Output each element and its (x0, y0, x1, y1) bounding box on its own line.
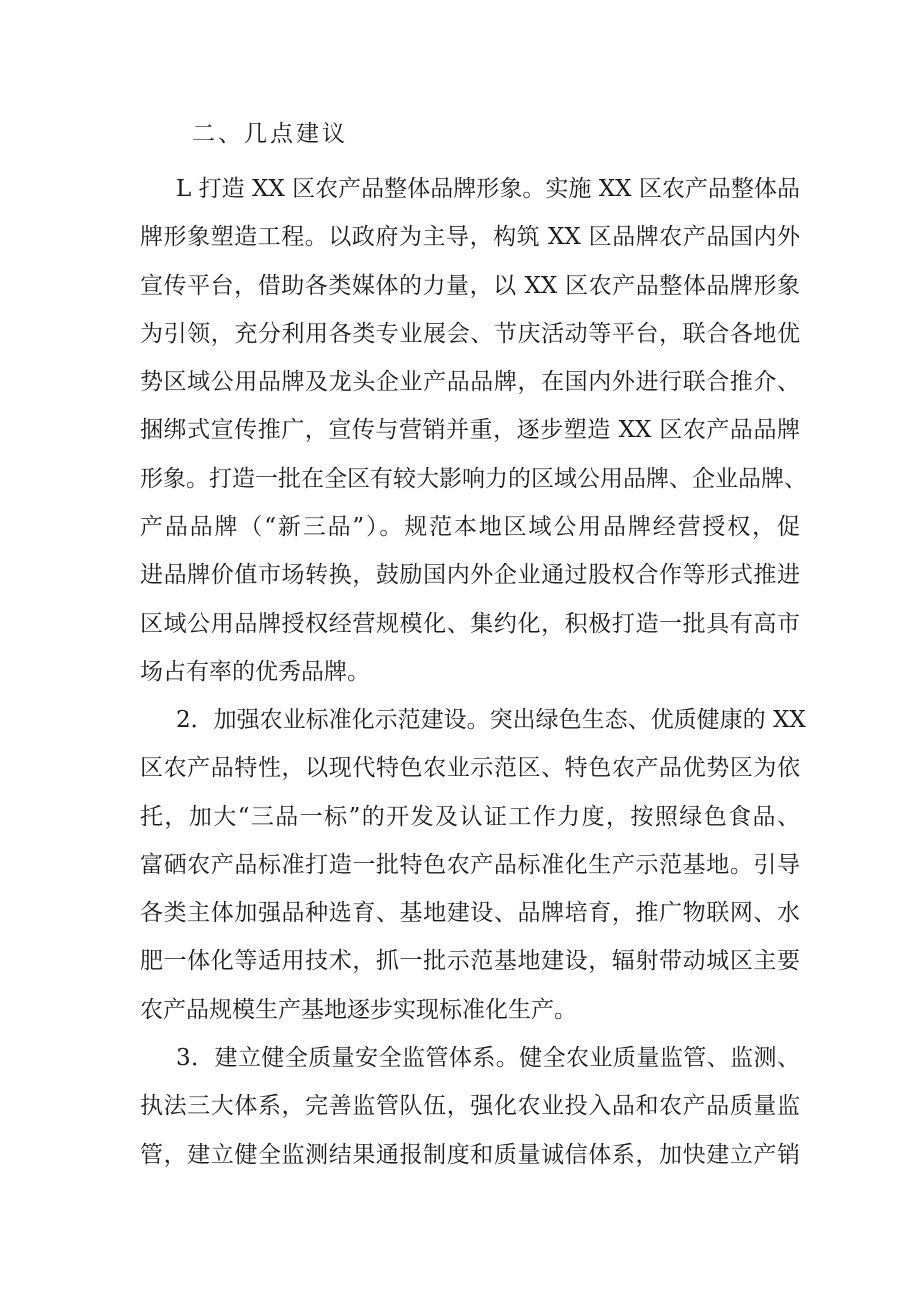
paragraph-line: 形象。打造一批在全区有较大影响力的区域公用品牌、企业品牌、 (140, 465, 807, 492)
paragraph-line: 托，加大“三品一标”的开发及认证工作力度，按照绿色食品、 (140, 803, 800, 830)
paragraph-line: 捆绑式宣传推广，宣传与营销并重，逐步塑造 XX 区农产品品牌 (140, 417, 800, 444)
paragraph-line: 区农产品特性，以现代特色农业示范区、特色农产品优势区为依 (140, 755, 800, 782)
paragraph-line: 为引领，充分利用各类专业展会、节庆活动等平台，联合各地优 (140, 320, 800, 347)
paragraph-line: 农产品规模生产基地逐步实现标准化生产。 (140, 996, 577, 1023)
section-heading: 二、几点建议 (192, 121, 348, 147)
paragraph-line: 场占有率的优秀品牌。 (140, 658, 370, 685)
paragraph-line: 产品品牌（“新三品”）。规范本地区域公用品牌经营授权，促 (140, 514, 800, 541)
paragraph-line: 进品牌价值市场转换，鼓励国内外企业通过股权合作等形式推进 (140, 562, 800, 589)
paragraph-line: 执法三大体系，完善监管队伍，强化农业投入品和农产品质量监 (140, 1093, 800, 1120)
paragraph-line: 宣传平台，借助各类媒体的力量，以 XX 区农产品整体品牌形象 (140, 272, 800, 299)
paragraph-standardization (140, 696, 806, 1034)
paragraph-line: 富硒农产品标准打造一批特色农产品标准化生产示范基地。引导 (140, 851, 800, 878)
paragraph-line: 3．建立健全质量安全监管体系。健全农业质量监管、监测、 (176, 1045, 800, 1071)
paragraph-line: 区域公用品牌授权经营规模化、集约化，积极打造一批具有高市 (140, 610, 800, 637)
paragraph-line: 势区域公用品牌及龙头企业产品品牌，在国内外进行联合推介、 (140, 369, 800, 396)
paragraph-line: 各类主体加强品种选育、基地建设、品牌培育，推广物联网、水 (140, 900, 800, 927)
paragraph-line: 肥一体化等适用技术，抓一批示范基地建设，辐射带动城区主要 (140, 948, 800, 975)
paragraph-line: 牌形象塑造工程。以政府为主导，构筑 XX 区品牌农产品国内外 (140, 224, 800, 251)
paragraph-brand-image (140, 165, 807, 696)
paragraph-quality-supervision (140, 1034, 800, 1179)
paragraph-line: L 打造 XX 区农产品整体品牌形象。实施 XX 区农产品整体品 (176, 176, 800, 202)
paragraph-line: 2．加强农业标准化示范建设。突出绿色生态、优质健康的 XX (176, 707, 806, 733)
paragraph-line: 管，建立健全监测结果通报制度和质量诚信体系，加快建立产销 (140, 1141, 800, 1168)
